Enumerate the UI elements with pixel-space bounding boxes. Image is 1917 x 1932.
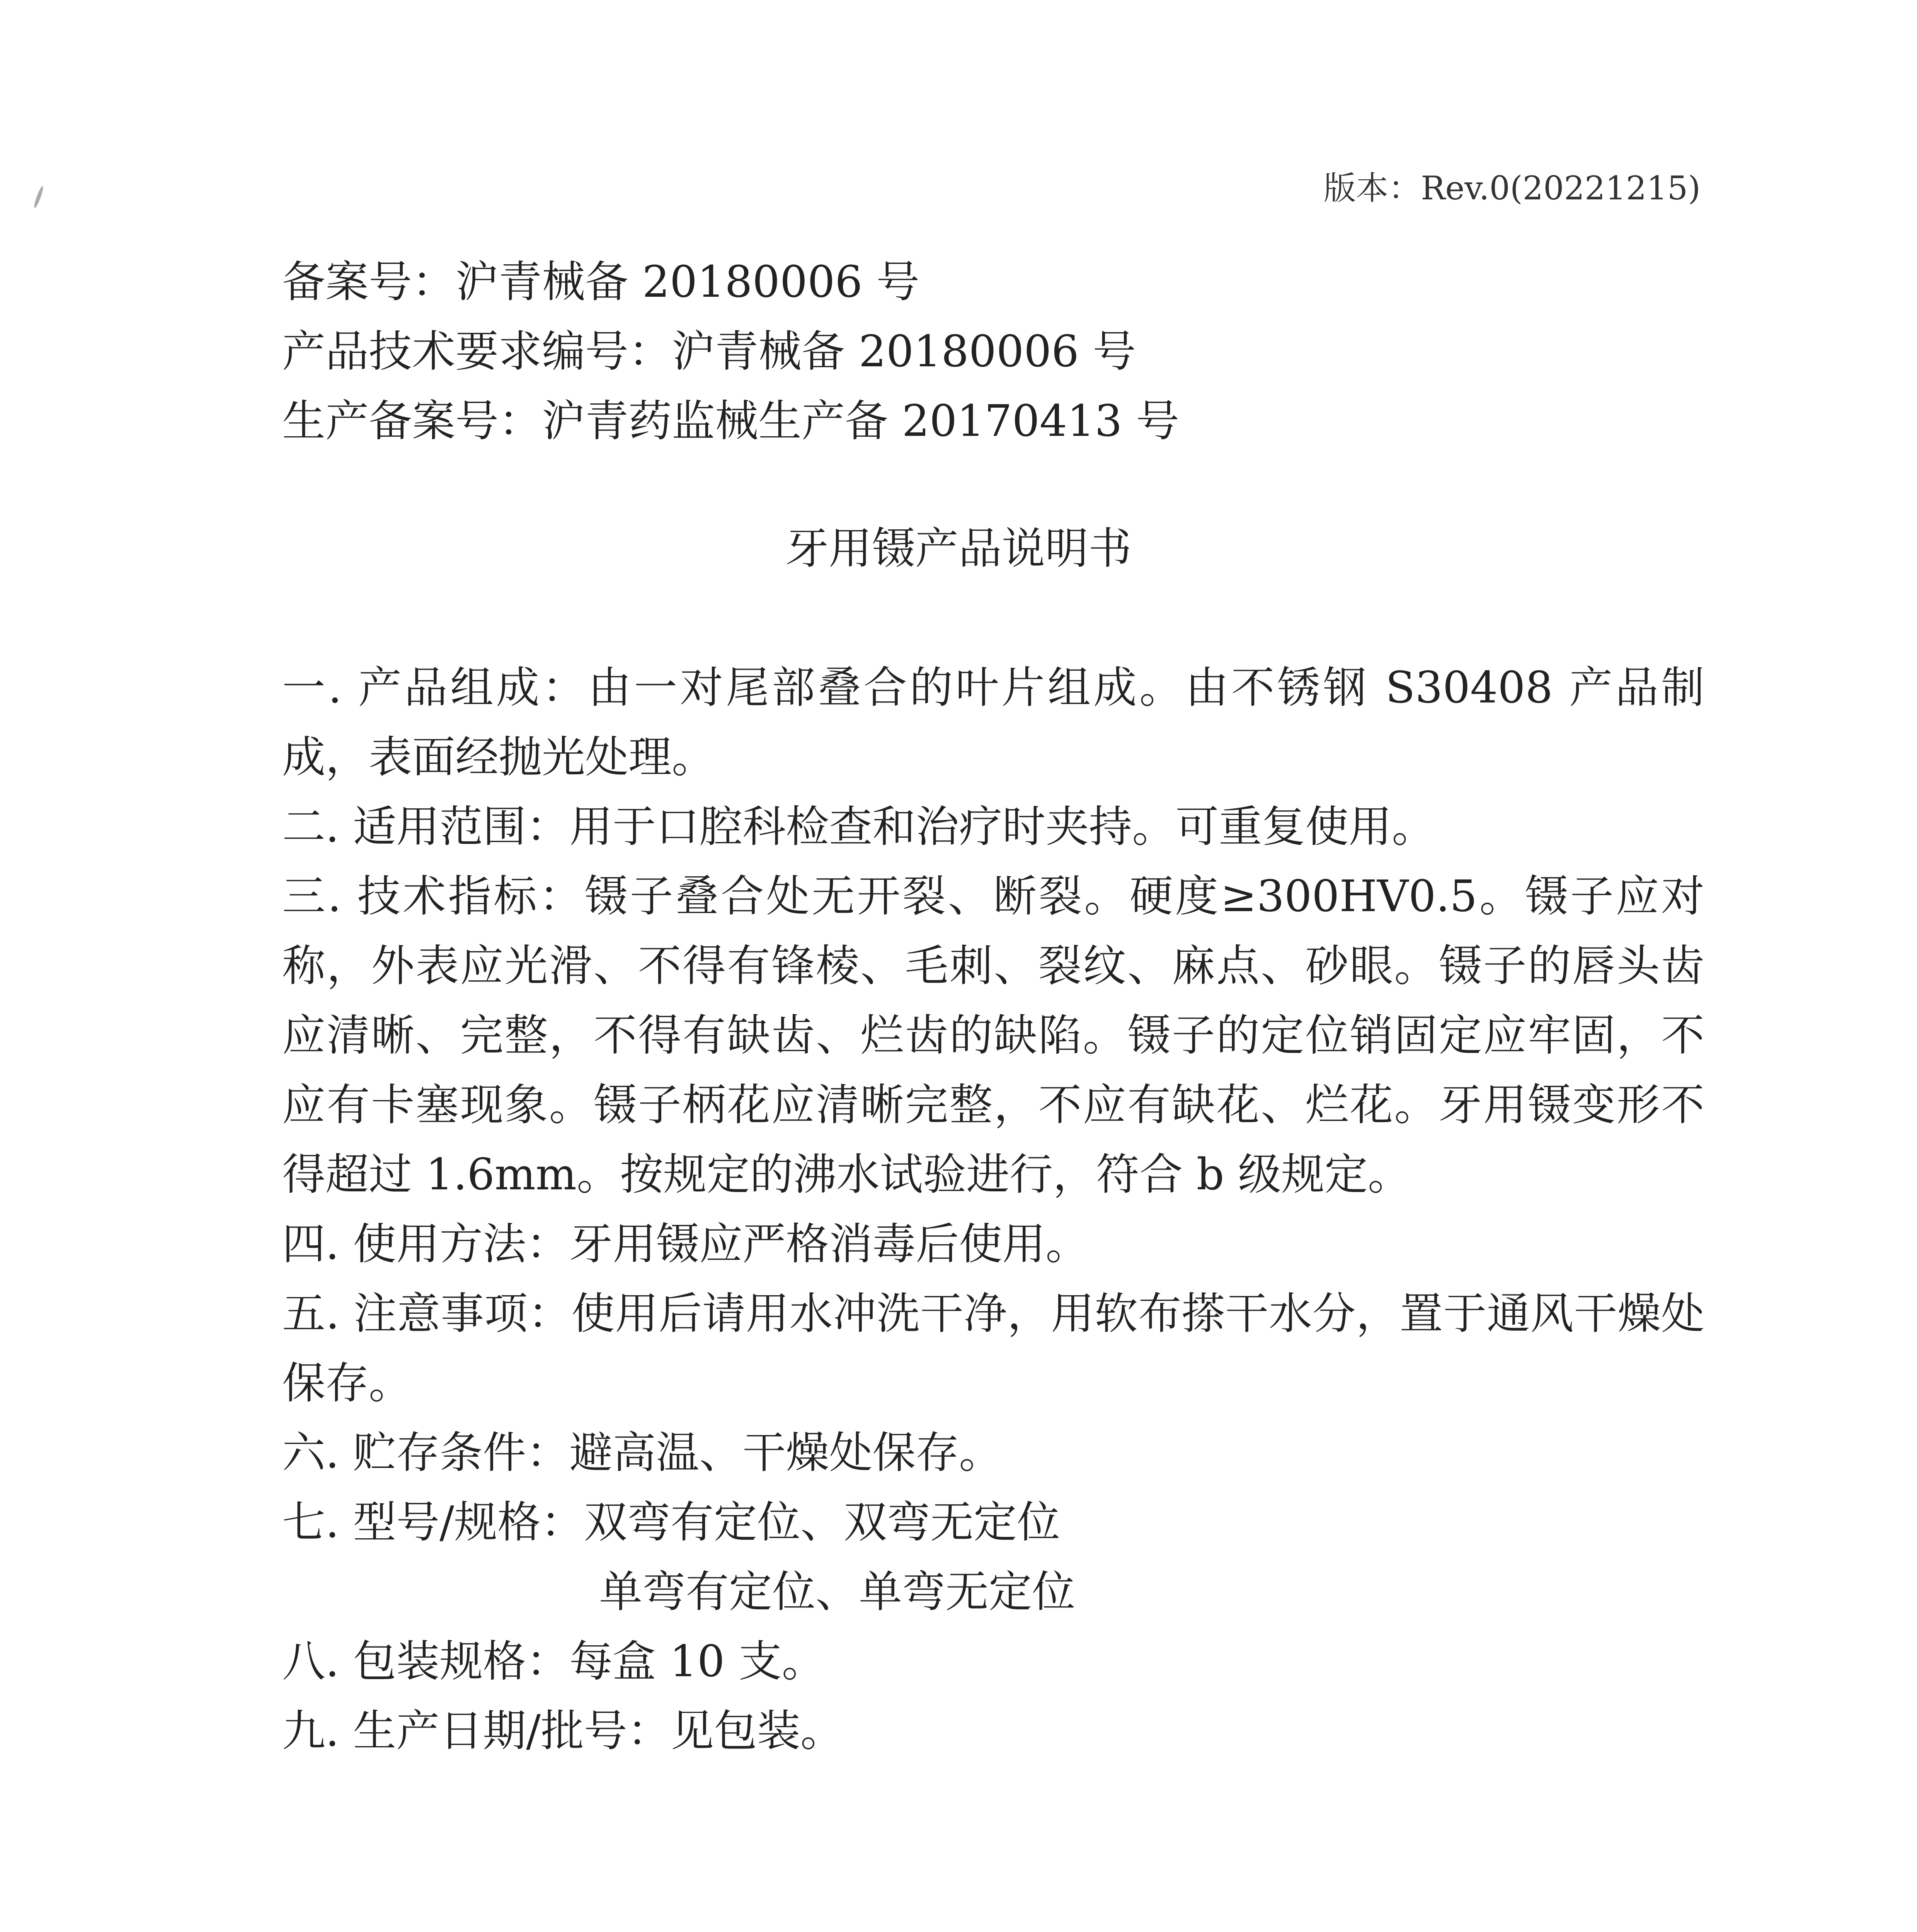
item-technical-specs: 三. 技术指标：镊子叠合处无开裂、断裂。硬度≥300HV0.5。镊子应对称，外表应光滑、不得有锋棱、毛刺、裂纹、麻点、砂眼。镊子的唇头齿应清晰、完整，不得有缺齿、烂齿的缺陷。镊子的定位销固定应牢固，不应有卡塞现象。镊子柄花应清晰完整，不应有缺花、烂花。牙用镊变形不得超过 1.6mm。按规定的沸水试验进行，符合 b 级规定。 [282, 871, 1704, 1200]
item-scope: 二. 适用范围：用于口腔科检查和治疗时夹持。可重复使用。 [282, 802, 1435, 852]
production-filing-number: 生产备案号：沪青药监械生产备 20170413 号 [282, 396, 1180, 446]
item-precautions: 五. 注意事项：使用后请用水冲洗干净，用软布搽干水分，置于通风干燥处保存。 [282, 1289, 1704, 1408]
registration-info [282, 247, 1179, 456]
scan-mark [33, 185, 44, 209]
document-title: 牙用镊产品说明书 [785, 524, 1132, 574]
item-production-date: 九. 生产日期/批号：见包装。 [282, 1706, 844, 1756]
item-packaging: 八. 包装规格：每盒 10 支。 [282, 1636, 825, 1687]
item-usage: 四. 使用方法：牙用镊应严格消毒后使用。 [282, 1219, 1089, 1269]
item-storage: 六. 贮存条件：避高温、干燥处保存。 [282, 1428, 1003, 1478]
item-composition: 一. 产品组成：由一对尾部叠合的叶片组成。由不锈钢 S30408 产品制成，表面经抛光处理。 [282, 663, 1704, 782]
version-label: 版本：Rev.0(20221215) [1323, 169, 1701, 207]
item-models-continued: 单弯有定位、单弯无定位 [599, 1567, 1075, 1617]
item-models: 七. 型号/规格：双弯有定位、双弯无定位 [282, 1497, 1060, 1548]
filing-number: 备案号：沪青械备 20180006 号 [282, 257, 920, 307]
technical-requirement-number: 产品技术要求编号：沪青械备 20180006 号 [282, 327, 1136, 377]
instructions-body [282, 653, 1704, 1766]
